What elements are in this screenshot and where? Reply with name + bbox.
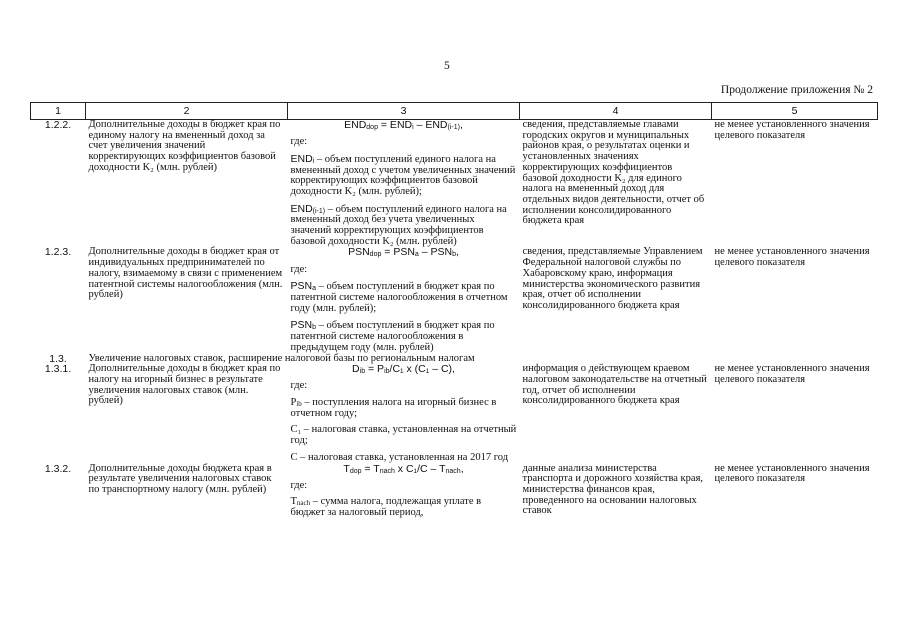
target-value: не менее установленного значения целевого показателя: [714, 119, 870, 141]
variable-definition: Pib – поступления налога на игорный бизнес в отчетном году;: [290, 397, 497, 419]
formula: ENDdop = ENDi – END(i-1),: [344, 119, 463, 131]
where-label: где:: [290, 479, 308, 491]
row-number: 1.2.3.: [44, 246, 72, 259]
data-source: данные анализа министерства транспорта и дорожного хозяйства края, министерства финансов края, проведенного на основании налоговых ставок: [522, 462, 704, 517]
calculation-method: [288, 247, 520, 353]
formula: Dib = Pib/C₁ x (C₁ – C),: [352, 363, 455, 376]
indicator-table: [30, 102, 878, 519]
row-number: 1.2.2.: [44, 119, 72, 131]
indicator-description: Дополнительные доходы в бюджет края по налогу на игорный бизнес в результате увеличения налоговых ставок (млн. рублей): [88, 363, 281, 407]
data-source: сведения, представляемые главами городских округов и муниципальных районов края, о результатах оценки и установленных значениях корректирующих коэффициентов базовой доходности K₂ для единого налога на вмененный доход для отдельных видов деятельности, отчет об исполнении консолидированного бюджета края: [522, 119, 705, 227]
where-label: где:: [290, 380, 308, 392]
section-number: 1.3.: [49, 352, 67, 365]
header-cell: 1: [31, 103, 86, 120]
data-source: сведения, представляемые Управлением Федеральной налоговой службы по Хабаровскому краю, информация министерства экономического развития края, отчет об исполнении консолидированного бюджета края: [522, 246, 703, 311]
data-source: информация о действующем краевом налоговом законодательстве на отчетный год, отчет об исполнении консолидированного бюджета края: [522, 363, 707, 407]
target-value: не менее установленного значения целевого показателя: [714, 246, 870, 269]
calculation-method: [288, 120, 520, 248]
header-cell: 3: [288, 103, 520, 120]
table-row: [31, 464, 878, 519]
indicator-description: Дополнительные доходы в бюджет края от индивидуальных предпринимателей по налогу, взимаемому в связи с применением патентной системы налогообложения (млн. рублей): [88, 246, 283, 301]
table-row: [31, 247, 878, 353]
variable-definition: PSNa – объем поступлений в бюджет края по патентной системе налогообложения в отчетном году (млн. рублей);: [290, 280, 508, 314]
header-cell: 4: [520, 103, 712, 120]
target-value: не менее установленного значения целевого показателя: [714, 363, 870, 385]
indicator-description: Дополнительные доходы в бюджет края по единому налогу на вмененный доход за счет увеличения значений корректирующих коэффициентов базовой доходности K₂ (млн. рублей): [88, 119, 281, 173]
variable-definition: PSNb – объем поступлений в бюджет края по патентной системе налогообложения в предыдущем году (млн. рублей): [290, 319, 495, 353]
header-cell: 5: [712, 103, 878, 120]
calculation-method: [288, 364, 520, 463]
calculation-method: [288, 464, 520, 519]
table-row: [31, 120, 878, 248]
where-label: где:: [290, 136, 308, 148]
header-cell: 2: [86, 103, 288, 120]
variable-definition: ENDi – объем поступлений единого налога на вмененный доход с учетом увеличенных значений корректирующих коэффициентов базовой доходности K₂ (млн. рублей);: [290, 152, 516, 197]
variable-definition: Tnach – сумма налога, подлежащая уплате в бюджет за налоговый период,: [290, 496, 482, 519]
section-title: Увеличение налоговых ставок, расширение налоговой базы по региональным налогам: [88, 352, 475, 364]
page-number: 5: [444, 60, 450, 72]
row-number: 1.3.2.: [44, 462, 72, 475]
appendix-caption: Продолжение приложения № 2: [720, 84, 873, 96]
variable-definition: C₁ – налоговая ставка, установленная на отчетный год;: [290, 424, 517, 447]
target-value: не менее установленного значения целевого показателя: [714, 462, 870, 485]
variable-definition: END(i-1) – объем поступлений единого налога на вмененный доход без учета увеличенных значений корректирующих коэффициентов базовой доходности K₂ (млн. рублей): [290, 202, 507, 247]
where-label: где:: [290, 263, 308, 275]
table-row: [31, 364, 878, 463]
row-number: 1.3.1.: [44, 363, 72, 376]
formula: Tdop = Tnach x C₁/C – Tnach,: [343, 462, 464, 475]
table-header-row: [31, 103, 878, 120]
variable-definition: C – налоговая ставка, установленная на 2017 год: [290, 451, 509, 463]
formula: PSNdop = PSNa – PSNb,: [348, 246, 459, 259]
indicator-description: Дополнительные доходы бюджета края в результате увеличения налоговых ставок по транспортному налогу (млн. рублей): [88, 462, 272, 495]
